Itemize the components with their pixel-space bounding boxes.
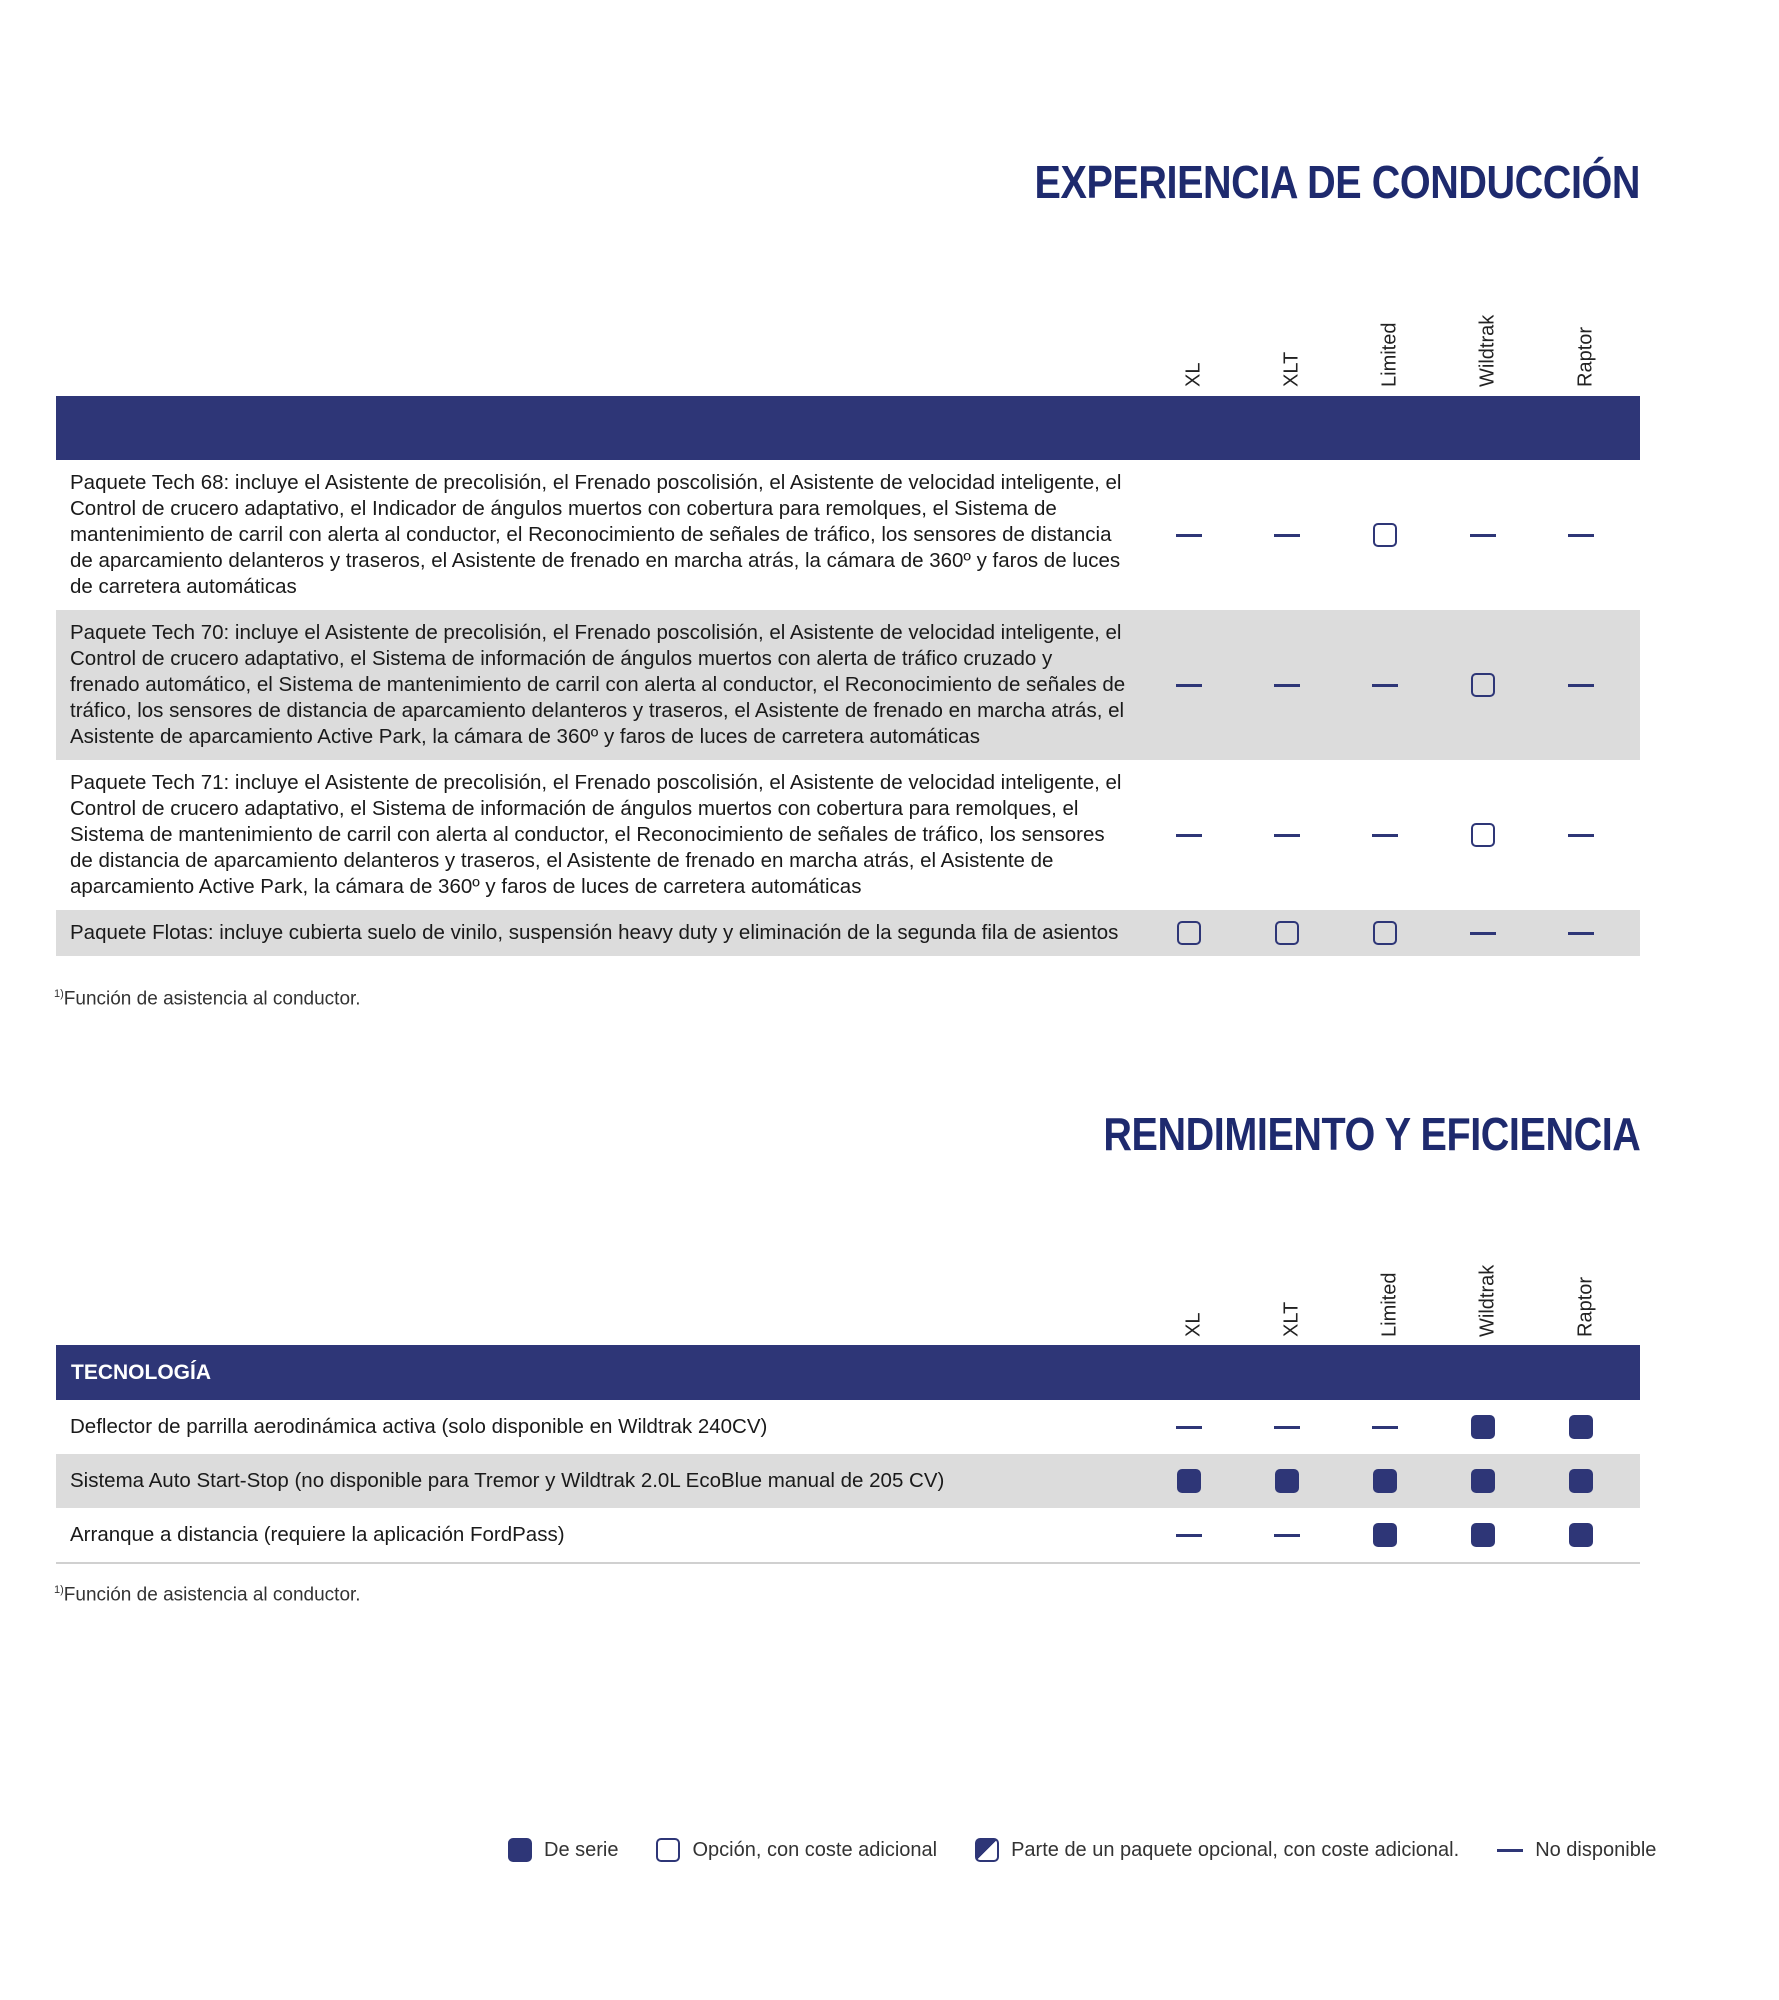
feature-description: Paquete Tech 68: incluye el Asistente de precolisión, el Frenado poscolisión, el Asistente de velocidad inteligente, el Control de crucero adaptativo, el Indicador de ángulos muertos con cobertura para remolques, el Sistema de mantenimiento de carril con alerta al conductor, el Reconocimiento de señales de tráfico, los sensores de distancia de aparcamiento delanteros y traseros, el Asistente de frenado en marcha atrás, la cámara de 360º y faros de luces de carretera automáticas: [70, 471, 1122, 598]
cell-limited: [1336, 523, 1434, 547]
cell-limited: [1336, 1469, 1434, 1493]
not-available-icon: [1568, 932, 1594, 935]
cell-limited: [1336, 1523, 1434, 1547]
column-header-raptor: Raptor: [1574, 1276, 1597, 1337]
section-title-performance: RENDIMIENTO Y EFICIENCIA: [1102, 1108, 1640, 1160]
section-title-driving-experience: EXPERIENCIA DE CONDUCCIÓN: [1034, 156, 1640, 208]
not-available-icon: [1568, 534, 1594, 537]
cell-wildtrak: [1434, 921, 1532, 945]
cell-xl: [1140, 673, 1238, 697]
feature-description: Paquete Tech 71: incluye el Asistente de precolisión, el Frenado poscolisión, el Asistente de velocidad inteligente, el Control de crucero adaptativo, el Sistema de información de ángulos muertos con cobertura para remolques, el Sistema de mantenimiento de carril con alerta al conductor, el Reconocimiento de señales de tráfico, los sensores de distancia de aparcamiento delanteros y traseros, el Asistente de frenado en marcha atrás, el Asistente de aparcamiento Active Park, la cámara de 360º y faros de luces de carretera automáticas: [70, 771, 1122, 898]
cell-limited: [1336, 1415, 1434, 1439]
table-row: [56, 760, 1640, 910]
column-headers: [1145, 1227, 1635, 1337]
not-available-icon: [1568, 834, 1594, 837]
cell-xl: [1140, 523, 1238, 547]
cell-limited: [1336, 823, 1434, 847]
column-header-raptor: Raptor: [1574, 326, 1597, 387]
cell-wildtrak: [1434, 1523, 1532, 1547]
not-available-icon: [1568, 684, 1594, 687]
not-available-icon: [1274, 534, 1300, 537]
standard-icon: [1275, 1469, 1299, 1493]
feature-description: Paquete Tech 70: incluye el Asistente de precolisión, el Frenado poscolisión, el Asistente de velocidad inteligente, el Control de crucero adaptativo, el Sistema de información de ángulos muertos con alerta de tráfico cruzado y frenado automático, el Sistema de mantenimiento de carril con alerta al conductor, el Reconocimiento de señales de tráfico, los sensores de distancia de aparcamiento delanteros y traseros, el Asistente de frenado en marcha atrás, el Asistente de aparcamiento Active Park, la cámara de 360º y faros de luces de carretera automáticas: [70, 621, 1126, 748]
cell-xlt: [1238, 921, 1336, 945]
cell-xlt: [1238, 673, 1336, 697]
standard-icon: [1471, 1469, 1495, 1493]
standard-icon: [1471, 1523, 1495, 1547]
cell-raptor: [1532, 673, 1630, 697]
not-available-icon: [1372, 684, 1398, 687]
legend: [508, 1838, 1656, 1862]
option-icon: [656, 1838, 680, 1862]
package-icon: [975, 1838, 999, 1862]
cell-wildtrak: [1434, 823, 1532, 847]
option-icon: [1373, 921, 1397, 945]
option-icon: [1373, 523, 1397, 547]
legend-item-standard: De serie: [508, 1838, 618, 1862]
column-header-xlt: XLT: [1280, 351, 1303, 387]
option-icon: [1471, 673, 1495, 697]
legend-item-option: Opción, con coste adicional: [656, 1838, 937, 1862]
standard-icon: [1569, 1523, 1593, 1547]
category-label-technology: TECNOLOGÍA: [71, 1361, 211, 1384]
standard-icon: [1177, 1469, 1201, 1493]
column-header-limited: Limited: [1378, 322, 1401, 387]
not-available-icon: [1176, 534, 1202, 537]
cell-raptor: [1532, 823, 1630, 847]
not-available-icon: [1176, 1426, 1202, 1429]
not-available-icon: [1274, 1534, 1300, 1537]
not-available-icon: [1470, 932, 1496, 935]
table-row: [56, 1508, 1640, 1562]
footnote: $^{1)}$Función de asistencia al conductor.: [54, 988, 361, 1010]
cell-wildtrak: [1434, 1469, 1532, 1493]
table-row: [56, 910, 1640, 956]
not-available-icon: [1274, 834, 1300, 837]
feature-description: Arranque a distancia (requiere la aplicación FordPass): [70, 1523, 565, 1546]
feature-description: Paquete Flotas: incluye cubierta suelo de vinilo, suspensión heavy duty y eliminación de la segunda fila de asientos: [70, 921, 1119, 944]
cell-xl: [1140, 823, 1238, 847]
standard-icon: [1569, 1415, 1593, 1439]
cell-wildtrak: [1434, 523, 1532, 547]
column-headers: [1145, 277, 1635, 387]
cell-wildtrak: [1434, 1415, 1532, 1439]
category-band: [56, 396, 1640, 460]
feature-description: Sistema Auto Start-Stop (no disponible para Tremor y Wildtrak 2.0L EcoBlue manual de 205 CV): [70, 1469, 945, 1492]
not-available-icon: [1372, 1426, 1398, 1429]
option-icon: [1177, 921, 1201, 945]
column-header-wildtrak: Wildtrak: [1476, 314, 1499, 387]
feature-description: Deflector de parrilla aerodinámica activa (solo disponible en Wildtrak 240CV): [70, 1415, 768, 1438]
not-available-icon: [1176, 1534, 1202, 1537]
not-available-icon: [1176, 684, 1202, 687]
not-available-icon: [1470, 534, 1496, 537]
cell-xlt: [1238, 1469, 1336, 1493]
cell-wildtrak: [1434, 673, 1532, 697]
column-header-limited: Limited: [1378, 1272, 1401, 1337]
legend-item-package: Parte de un paquete opcional, con coste adicional.: [975, 1838, 1459, 1862]
cell-xlt: [1238, 523, 1336, 547]
category-band: [56, 1345, 1640, 1400]
footnote: $^{1)}$Función de asistencia al conductor.: [54, 1584, 361, 1606]
option-icon: [1275, 921, 1299, 945]
cell-raptor: [1532, 523, 1630, 547]
legend-item-not-available: No disponible: [1497, 1839, 1656, 1862]
not-available-icon: [1274, 684, 1300, 687]
not-available-icon: [1372, 834, 1398, 837]
cell-raptor: [1532, 1469, 1630, 1493]
table-row: [56, 1454, 1640, 1508]
table-rows: [56, 1400, 1640, 1564]
standard-icon: [1373, 1523, 1397, 1547]
table-row: [56, 460, 1640, 610]
cell-xlt: [1238, 1523, 1336, 1547]
cell-xl: [1140, 1415, 1238, 1439]
not-available-icon: [1176, 834, 1202, 837]
standard-icon: [1373, 1469, 1397, 1493]
cell-xlt: [1238, 823, 1336, 847]
not-available-icon: [1497, 1849, 1523, 1852]
standard-icon: [1471, 1415, 1495, 1439]
cell-xl: [1140, 921, 1238, 945]
cell-xl: [1140, 1523, 1238, 1547]
column-header-xl: XL: [1182, 1312, 1205, 1337]
cell-limited: [1336, 673, 1434, 697]
standard-icon: [508, 1838, 532, 1862]
feature-table-driving-experience: [56, 396, 1640, 956]
column-header-xl: XL: [1182, 362, 1205, 387]
cell-xl: [1140, 1469, 1238, 1493]
table-row: [56, 1400, 1640, 1454]
feature-table-performance: [56, 1345, 1640, 1564]
column-header-wildtrak: Wildtrak: [1476, 1264, 1499, 1337]
cell-raptor: [1532, 921, 1630, 945]
cell-raptor: [1532, 1415, 1630, 1439]
cell-xlt: [1238, 1415, 1336, 1439]
cell-raptor: [1532, 1523, 1630, 1547]
cell-limited: [1336, 921, 1434, 945]
table-rows: [56, 460, 1640, 956]
table-row: [56, 610, 1640, 760]
standard-icon: [1569, 1469, 1593, 1493]
not-available-icon: [1274, 1426, 1300, 1429]
option-icon: [1471, 823, 1495, 847]
column-header-xlt: XLT: [1280, 1301, 1303, 1337]
